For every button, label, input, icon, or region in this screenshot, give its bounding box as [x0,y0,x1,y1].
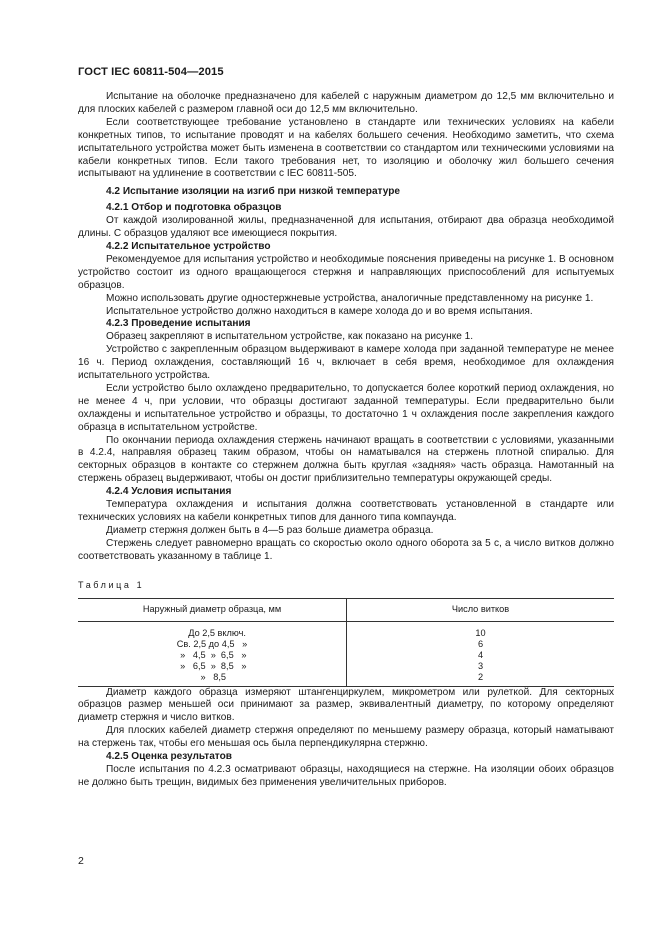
page-number: 2 [78,855,84,867]
table-row [78,672,614,687]
paragraph: Диаметр стержня должен быть в 4—5 раз больше диаметра образца. [106,524,434,536]
diameter-cell: » 8,5 [197,671,227,682]
table-row [78,661,614,672]
paragraph: Если соответствующее требование установлено в стандарте или технических условиях на кабели конкретных типов, то испытание проводят и на кабелях большего сечения. Необходимо заметить, что схема испытательного устройства может быть изменена в соответствии со стандартом или техническими условиями на кабели конкретных типов. Если такого требования нет, то изоляцию и оболочку жил большего сечения испытывают на удлинение в соответствии с IEC 60811-505. [78,116,614,180]
diameter-cell: До 2,5 включ. [178,627,246,638]
turns-table [78,598,614,687]
column-header-diameter: Наружный диаметр образца, мм [78,598,347,621]
diameter-cell: Св. 2,5 до 4,5 » [176,638,248,649]
turns-cell: 2 [347,672,615,687]
paragraph: Образец закрепляют в испытательном устройстве, как показано на рисунке 1. [106,331,474,343]
paragraph: Для плоских кабелей диаметр стержня определяют по меньшему размеру образца, который наматывают на стержень так, чтобы его меньшая ось была перпендикулярна стержню. [78,725,614,750]
paragraph: Если устройство было охлаждено предварительно, то допускается более короткий период охлаждения, но не менее 4 ч, при условии, что образцы достигают заданной температуры. Если предварительно были охлаждены и испытательное устройство и образцы, то достаточно 1 ч охлаждения после закрепления каждого образца в испытательном устройстве. [78,382,614,433]
paragraph: Испытательное устройство должно находиться в камере холода до и во время испытания. [106,305,533,317]
paragraph: От каждой изолированной жилы, предназначенной для испытания, отбирают два образца необходимой длины. С образцов удаляют все имеющиеся покрытия. [78,215,614,240]
subsection-heading-4-2-3: 4.2.3 Проведение испытания [106,318,251,330]
table-row [78,650,614,661]
turns-cell: 4 [477,649,484,660]
subsection-heading-4-2-1: 4.2.1 Отбор и подготовка образцов [106,202,282,214]
paragraph: Стержень следует равномерно вращать со скоростью около одного оборота за 5 с, а число витков должно соответствовать указанному в таблице 1. [78,537,614,562]
subsection-heading-4-2-5: 4.2.5 Оценка результатов [106,751,232,763]
diameter-cell: » 4,5 » 6,5 » [177,649,247,660]
section-heading-4-2: 4.2 Испытание изоляции на изгиб при низкой температуре [106,186,401,198]
turns-cell: 6 [477,638,484,649]
paragraph: Испытание на оболочке предназначено для кабелей с наружным диаметром до 12,5 мм включительно и для плоских кабелей с размером главной оси до 12,5 мм включительно. [78,91,614,115]
subsection-heading-4-2-2: 4.2.2 Испытательное устройство [106,240,271,252]
paragraph: Рекомендуемое для испытания устройство и необходимые пояснения приведены на рисунке 1. В основном устройство состоит из одного вращающегося стержня и направляющих приспособлений для испытуемых образцов. [78,253,614,291]
table-row [78,621,614,639]
paragraph: После испытания по 4.2.3 осматривают образцы, находящиеся на стержне. На изоляции обоих образцов не должно быть трещин, видимых без применения увеличительных приборов. [78,763,614,788]
turns-cell: 10 [475,627,486,638]
turns-cell: 3 [477,660,484,671]
paragraph: Можно использовать другие одностержневые устройства, аналогичные представленному на рисунке 1. [106,292,594,304]
diameter-cell: » 6,5 » 8,5 » [177,660,247,671]
table-row [78,639,614,650]
column-header-turns: Число витков [347,598,615,621]
paragraph: Диаметр каждого образца измеряют штангенциркулем, микрометром или рулеткой. Для секторных образцов размер меньшей оси принимают за размер, эквивалентный диаметру, по которому определяют диаметр стержня и число витков. [78,686,614,724]
paragraph: Температура охлаждения и испытания должна соответствовать установленной в стандарте или технических условиях на кабели конкретных типов для данного типа компаунда. [78,499,614,523]
document-header: ГОСТ IEC 60811-504—2015 [78,66,224,78]
table-caption: Таблица 1 [78,579,145,590]
paragraph: По окончании периода охлаждения стержень начинают вращать в соответствии с условиями, указанными в 4.2.4, направляя образец таким образом, чтобы он наматывался на стержень плотной спиралью. Для секторных образцов в контакте со стержнем должна быть круглая «задняя» часть образца. Намотанный на стержень образец выдерживают, чтобы он достиг приблизительно температуры окружающей среды. [78,434,614,485]
document-body [78,91,614,790]
subsection-heading-4-2-4: 4.2.4 Условия испытания [106,486,232,498]
paragraph: Устройство с закрепленным образцом выдерживают в камере холода при заданной температуре не менее 16 ч. Период охлаждения, составляющий 16 ч, включает в себя время, необходимое для охлаждения испытательного устройства. [78,344,614,382]
